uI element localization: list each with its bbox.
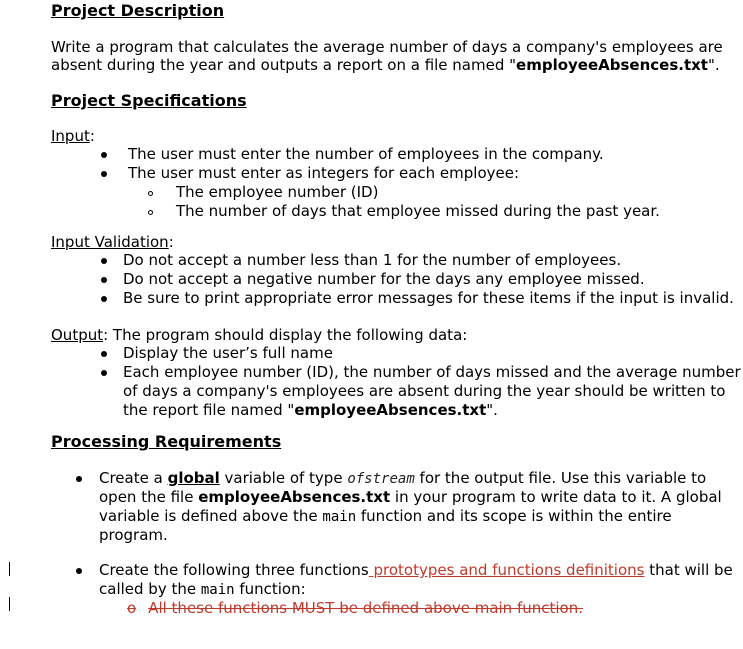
bullet-icon bbox=[101, 370, 107, 376]
output-item-2-line-1: Each employee number (ID), the number of days missed and the average number bbox=[123, 363, 741, 381]
processing-item-1-line-2: open the file employeeAbsences.txt in your program to write data to it. A global bbox=[99, 488, 722, 506]
bullet-icon bbox=[101, 277, 107, 283]
processing-requirements-heading: Processing Requirements bbox=[51, 432, 282, 451]
output-item-2-line-2: of days a company's employees are absent during the year should be written to bbox=[123, 382, 726, 400]
bullet-icon bbox=[101, 351, 107, 357]
description-line-2: absent during the year and outputs a report on a file named "employeeAbsences.txt". bbox=[51, 56, 720, 74]
change-bar bbox=[9, 562, 10, 576]
input-validation-label: Input Validation: bbox=[51, 233, 174, 251]
output-label: Output: The program should display the following data: bbox=[51, 326, 468, 344]
bullet-icon bbox=[76, 568, 82, 574]
circle-bullet-icon bbox=[148, 210, 153, 215]
processing-item-1-line-4: program. bbox=[99, 526, 168, 544]
bullet-icon bbox=[101, 296, 107, 302]
description-line-1: Write a program that calculates the average number of days a company's employees are bbox=[51, 38, 723, 56]
validation-item-2: Do not accept a negative number for the days any employee missed. bbox=[123, 270, 645, 288]
bullet-icon bbox=[101, 258, 107, 264]
validation-item-1: Do not accept a number less than 1 for the number of employees. bbox=[123, 251, 622, 269]
bullet-icon bbox=[101, 152, 107, 158]
project-specifications-heading: Project Specifications bbox=[51, 91, 247, 110]
processing-item-2-line-1: Create the following three functions prototypes and functions definitions that will be bbox=[99, 561, 733, 579]
output-item-1: Display the user’s full name bbox=[123, 344, 333, 362]
input-item-1: The user must enter the number of employees in the company. bbox=[128, 145, 604, 163]
output-item-2-line-3: the report file named "employeeAbsences.txt". bbox=[123, 401, 498, 419]
processing-item-2-line-2: called by the main function: bbox=[99, 580, 306, 598]
processing-item-1-line-3: variable is defined above the main function and its scope is within the entire bbox=[99, 507, 672, 525]
input-subitem-1: The employee number (ID) bbox=[176, 183, 379, 201]
processing-item-1-line-1: Create a global variable of type ofstream for the output file. Use this variable to bbox=[99, 469, 707, 487]
validation-item-3: Be sure to print appropriate error messages for these items if the input is invalid. bbox=[123, 289, 734, 307]
processing-item-2-deleted-subitem: o All these functions MUST be defined above main function. bbox=[127, 599, 584, 617]
bullet-icon bbox=[76, 476, 82, 482]
input-label: Input: bbox=[51, 127, 95, 145]
input-subitem-2: The number of days that employee missed during the past year. bbox=[176, 202, 660, 220]
input-item-2: The user must enter as integers for each employee: bbox=[128, 164, 520, 182]
change-bar bbox=[9, 597, 10, 611]
bullet-icon bbox=[101, 171, 107, 177]
circle-bullet-icon bbox=[148, 191, 153, 196]
project-description-heading: Project Description bbox=[51, 1, 225, 20]
